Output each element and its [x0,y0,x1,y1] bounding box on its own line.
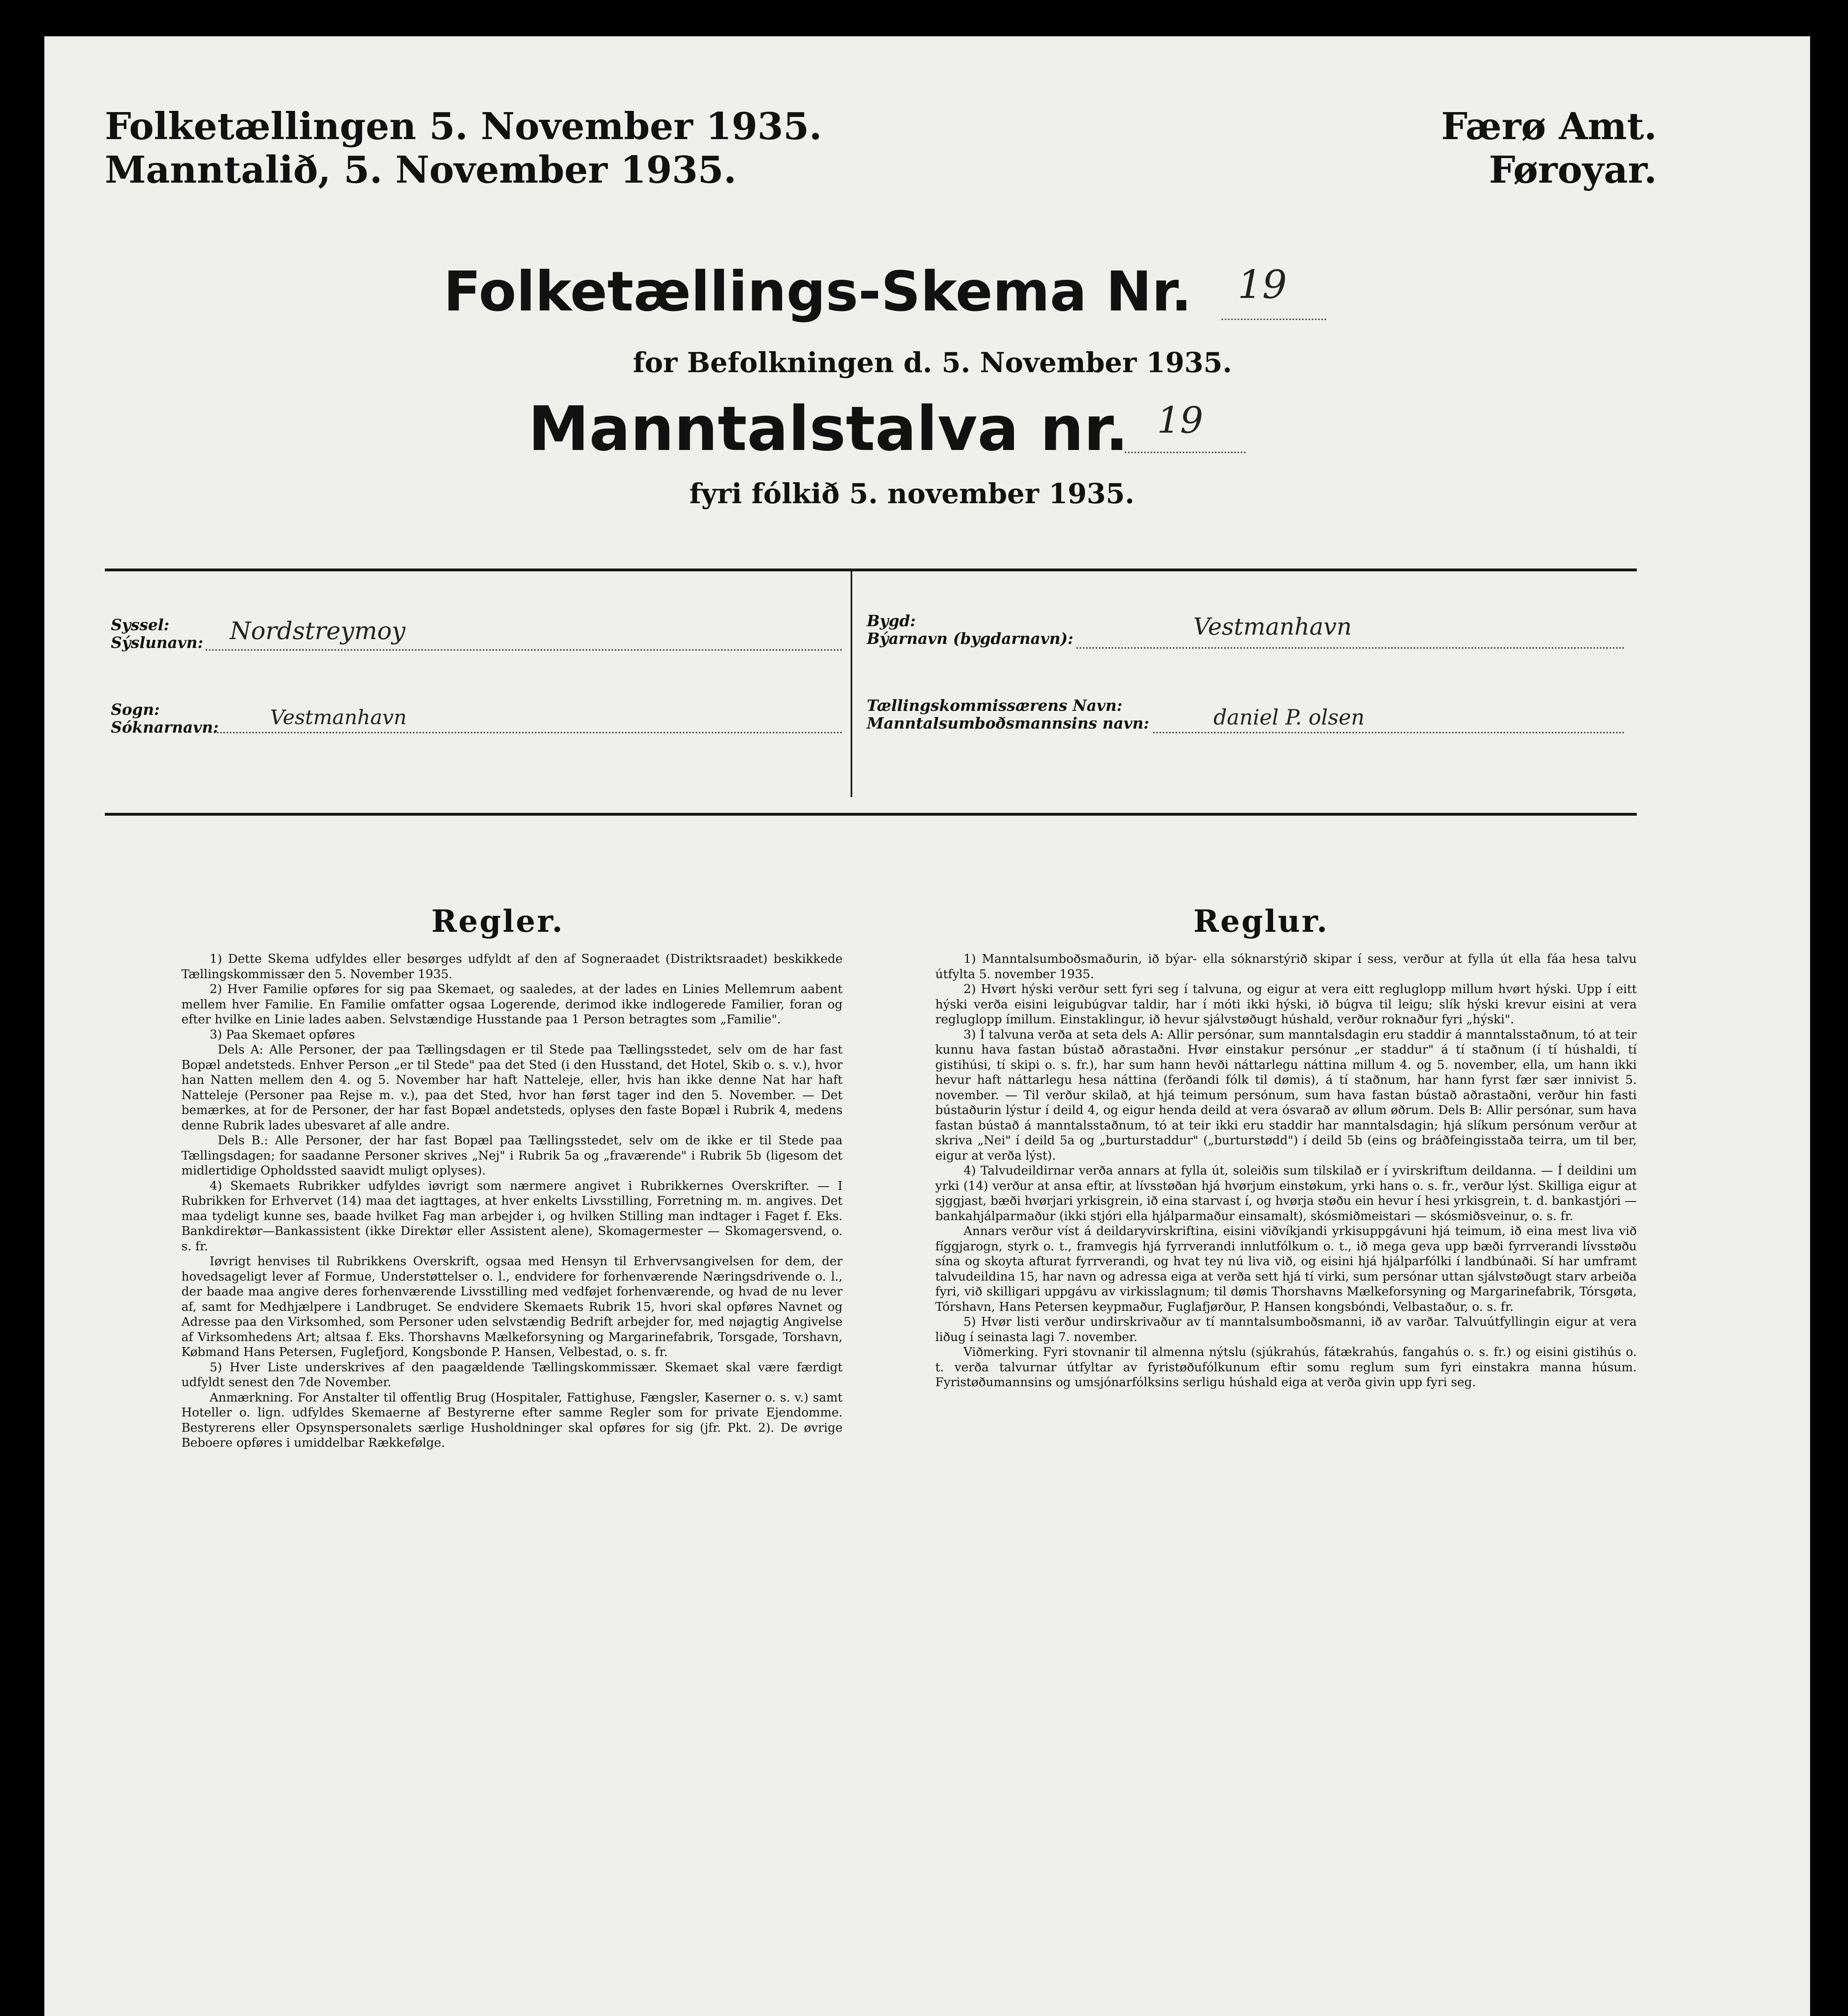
rules-danish-paragraph: 2) Hver Familie opføres for sig paa Skemaet, og saaledes, at der lades en Linies Mellemrum aabent mellem hver Familie. En Familie omfatter ogsaa Logerende, derimod ikke indlogerede Familier, foran og efter hvilke en Linie lades aaben. Selvstændige Husstande paa 1 Person betragtes som „Familie". [181,982,843,1027]
rules-danish-paragraph: 4) Skemaets Rubrikker udfyldes iøvrigt som nærmere angivet i Rubrikkernes Overskrifter. — I Rubrikken for Erhvervet (14) maa det iagttages, at hver enkelts Livsstilling, Forretning m. m. angives. Det maa tydeligt kunne ses, baade hvilket Fag man arbejder i, og hvilken Stilling man indtager i Faget f. Eks. Bankdirektør—Bankassistent (ikke Direktør eller Assistent alene), Skomagermester — Skomagersvend, o. s. fr. [181,1179,843,1254]
subtitle-danish: for Befolkningen d. 5. November 1935. [633,347,1232,379]
rules-faroese-paragraph: 5) Hvør listi verður undirskrivaður av tí manntalsumboðsmanni, ið av varðar. Talvuútfyllingin eigur at vera liðug í seinasta lagi 7. november. [935,1315,1637,1344]
sysselnavn-line [206,649,843,651]
sysselnavn-label-1: Syssel: [111,616,169,634]
sogn-label-1: Sogn: [111,700,160,719]
rules-faroese-heading: Reglur. [1193,903,1329,939]
census-form-page [44,36,1810,2016]
title-danish-number: 19 [1238,262,1287,307]
sysselnavn-label-2: Sýslunavn: [111,633,203,652]
rules-faroese-paragraph: 4) Talvudeildirnar verða annars at fylla út, soleiðis sum tilskilað er í yvirskriftum deildanna. — Í deildini um yrki (14) verður at ansa eftir, at lívsstøðan hjá hvørjum einstøkum, yrki hans o. s. fr., verður lýst. Skilliga eigur at sjggjast, bæði hvørjari yrkisgrein, ið eina starvast í, og hvørja støðu ein hevur í hesi yrkisgrein, t. d. bankastjóri — bankahjálparmaður (ikki stjóri ella hjálparmaður einsamalt), skósmiðmeistari — skósmiðsveinur, o. s. fr. [935,1164,1637,1223]
header-left-line1: Folketællingen 5. November 1935. [105,104,822,148]
title-danish-number-line [1222,319,1326,320]
bygd-line [1076,647,1625,649]
sogn-value: Vestmanhavn [270,706,407,729]
rules-faroese-paragraph: Viðmerking. Fyri stovnanir til almenna nýtslu (sjúkrahús, fátækrahús, fangahús o. s. fr.) og eisini gistihús o. t. verða talvurnar útfyltar av fyristøðufólkunum eftir somu reglum sum fyri einstakra manna húsum. Fyristøðumannsins og umsjónarfólksins serligu húshald eiga at verða givin upp fyri seg. [935,1345,1637,1389]
rules-faroese-text [935,952,1637,1390]
field-box-top-rule [105,569,1637,571]
rules-danish-text [181,952,843,1451]
rules-danish-heading: Regler. [431,903,564,939]
bygd-value: Vestmanhavn [1193,613,1352,640]
rules-danish-paragraph: Anmærkning. For Anstalter til offentlig Brug (Hospitaler, Fattighuse, Fængsler, Kaserner o. s. v.) samt Hoteller o. lign. udfyldes Skemaerne af Bestyrerne efter samme Regler som for private Ejendomme. Bestyrerens eller Opsynspersonalets særlige Husholdninger skal opføres for sig (jfr. Pkt. 2). De øvrige Beboere opføres i umiddelbar Rækkefølge. [181,1390,843,1450]
rules-faroese-paragraph: 2) Hvørt hýski verður sett fyri seg í talvuna, og eigur at vera eitt regluglopp millum hvørt hýski. Upp í eitt hýski verða eisini leigubúgvar taldir, har í móti ikki hýski, ið búgva til leigu; slík hýski krevur eisini at vera regluglopp ímillum. Einstaklingur, ið hevur sjálvstøðugt húshald, verður roknaður fyri „hýski". [935,982,1637,1027]
bygd-label-1: Bygd: [867,612,916,630]
title-faroese-number: 19 [1157,399,1203,442]
rules-faroese-paragraph: 3) Í talvuna verða at seta dels A: Allir persónar, sum manntalsdagin eru staddir á manntalsstaðnum, tó at teir kunnu hava fastan bústað aðrastaðni. Hvør einstakur persónur „er staddur" á tí staðnum (í tí húshaldi, tí gistihúsi, tí skipi o. s. fr.), har sum hann hevði náttarlegu náttina millum 4. og 5. november, ella, um hann ikki hevur haft náttarlegu hesa náttina (ferðandi fólk til dømis), á tí staðnum, har hann fyrst fær sær innivist 5. november. — Til verður skilað, at hjá teimum persónum, sum hava fastan bústað aðrastaðni, verður hin fasti bústaðurin lýstur í deild 4, og eigur henda deild at vera ósvarað av øllum øðrum. Dels B: Allir persónar, sum hava fastan bústað á manntalsstaðnum, tó at teir ikki eru staddir har manntalsdagin; hjá slíkum persónum verður at skriva „Nei" í deild 5a og „burturstaddur" („burturstødd") í deild 5b (eins og bráðfeingisstaða teirra, um til ber, eigur at verða lýst). [935,1027,1637,1163]
field-box-bottom-rule [105,813,1637,816]
header-left-line2: Manntalið, 5. November 1935. [105,148,737,192]
rules-danish-paragraph: Dels B.: Alle Personer, der har fast Bopæl paa Tællingsstedet, selv om de ikke er til Stede paa Tællingsdagen; for saadanne Personer skrives „Nej" i Rubrik 5a og „fraværende" i Rubrik 5b (ligesom det midlertidige Opholdssted saavidt muligt oplyses). [181,1133,843,1178]
field-box-divider [851,571,852,797]
rules-faroese-paragraph: Annars verður víst á deildaryvirskriftina, eisini viðvíkjandi yrkisuppgávuni hjá teimum, ið eina mest liva við fíggjarogn, styrk o. t., framvegis hjá fyrrverandi innlutfólkum o. t., ið mega geva upp bæði fyrrverandi lívsstøðu sína og skoyta afturat fyrrverandi, og hvat tey nú liva við, og eisini hjá hjálparfólki í landbúnaði. Sí har umframt talvudeildina 15, har navn og adressa eiga at verða sett hjá tí virki, sum persónar uttan sjálvstøðugt starv arbeiða fyri, við skilligari uppgávu av virkisslagnum; til dømis Thorshavns Mælkeforsyning og Margarinefabrik, Tórsgøta, Tórshavn, Hans Petersen keypmaður, Fuglafjørður, P. Hansen kongsbóndi, Velbastaður, o. s. fr. [935,1224,1637,1314]
rules-danish-paragraph: Dels A: Alle Personer, der paa Tællingsdagen er til Stede paa Tællingsstedet, selv om de har fast Bopæl andetsteds. Enhver Person „er til Stede" paa det Sted (i den Husstand, det Hotel, Skib o. s. v.), hvor han Natten mellem den 4. og 5. November har haft Natteleje, eller, hvis han ikke denne Nat har haft Natteleje (Personer paa Rejse m. v.), paa det Sted, hvor han først tager ind den 5. November. — Det bemærkes, at for de Personer, der har fast Bopæl andetsteds, oplyses den faste Bopæl i Rubrik 4, medens denne Rubrik lades ubesvaret af alle andre. [181,1043,843,1133]
rules-danish-paragraph: 5) Hver Liste underskrives af den paagældende Tællingskommissær. Skemaet skal være færdigt udfyldt senest den 7de November. [181,1360,843,1389]
kommissaer-line [1153,732,1625,733]
sysselnavn-value: Nordstreymoy [230,617,406,645]
sogn-line [214,732,843,733]
kommissaer-label-2: Manntalsumboðsmannsins navn: [867,714,1149,732]
rules-danish-paragraph: 1) Dette Skema udfyldes eller besørges udfyldt af den af Sogneraadet (Distriktsraadet) beskikkede Tællingskommissær den 5. November 1935. [181,952,843,981]
sogn-label-2: Sóknarnavn: [111,718,219,736]
kommissaer-value: daniel P. olsen [1213,706,1365,730]
title-faroese: Manntalstalva nr. [528,393,1129,464]
title-faroese-number-line [1125,452,1246,453]
rules-faroese-paragraph: 1) Manntalsumboðsmaðurin, ið býar- ella sóknarstýrið skipar í sess, verður at fylla út ella fáa hesa talvu útfylta 5. november 1935. [935,952,1637,981]
rules-danish-paragraph: Iøvrigt henvises til Rubrikkens Overskrift, ogsaa med Hensyn til Erhvervsangivelsen for dem, der hovedsageligt lever af Formue, Understøttelser o. l., endvidere for forhenværende Næringsdrivende o. l., der baade maa angive deres forhenværende Livsstilling med vedføjet forhenværende, og hvad de nu lever af, samt for Medhjælpere i Landbruget. Se endvidere Skemaets Rubrik 15, hvori skal opføres Navnet og Adresse paa den Virksomhed, som Personer uden selvstændig Bedrift arbejder for, med nøjagtig Angivelse af Virksomhedens Art; altsaa f. Eks. Thorshavns Mælkeforsyning og Margarinefabrik, Torsgade, Torshavn, Købmand Hans Petersen, Fuglefjord, Kongsbonde P. Hansen, Velbestad, o. s. fr. [181,1254,843,1359]
subtitle-faroese: fyri fólkið 5. november 1935. [689,478,1134,510]
bygd-label-2: Býarnavn (bygdarnavn): [867,629,1074,648]
rules-danish-paragraph: 3) Paa Skemaet opføres [210,1027,355,1042]
header-right-line2: Føroyar. [1489,148,1657,192]
kommissaer-label-1: Tællingskommissærens Navn: [867,696,1122,714]
header-right-line1: Færø Amt. [1441,104,1657,148]
title-danish: Folketællings-Skema Nr. [443,260,1192,324]
